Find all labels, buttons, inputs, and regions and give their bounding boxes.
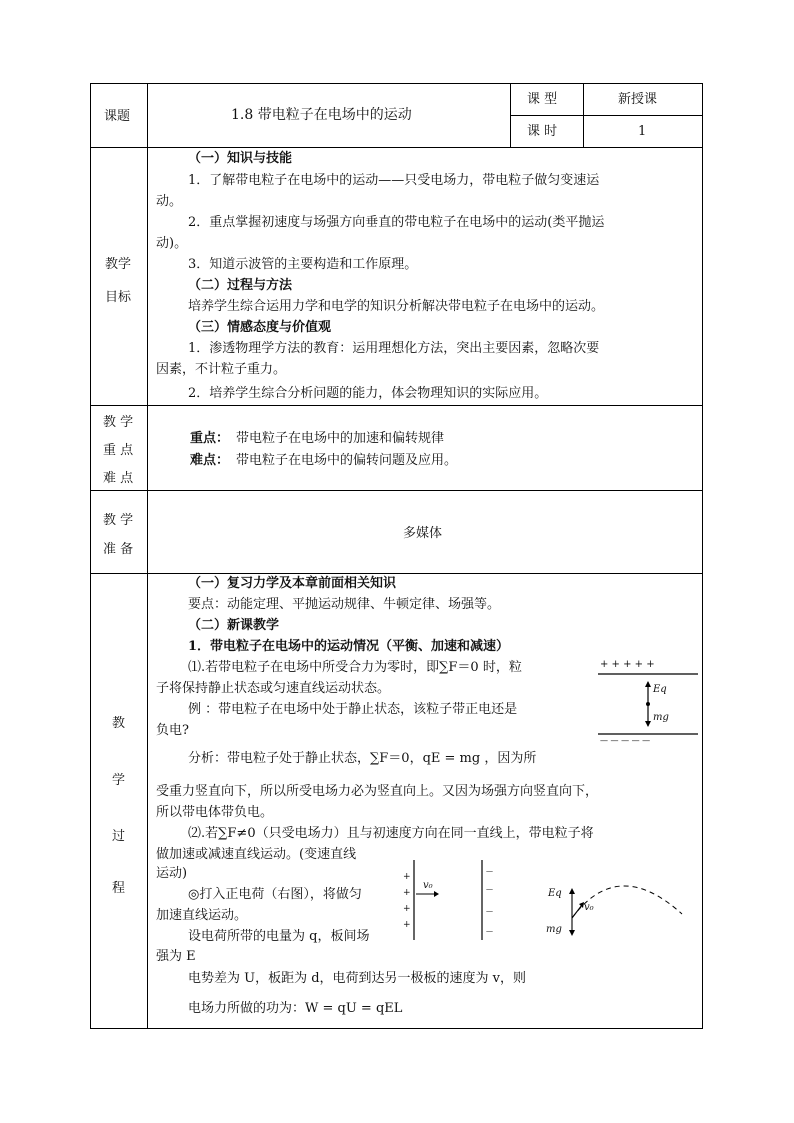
preparation-label-2: 准 备	[103, 542, 134, 557]
acceleration-diagram	[400, 858, 500, 942]
topic-label: 课题	[104, 109, 131, 124]
mg-arrow-head	[645, 721, 651, 727]
eq-force-arrow-head	[569, 888, 575, 894]
row-line-2	[90, 405, 703, 406]
keypoint-text: 带电粒子在电场中的加速和偏转规律	[236, 431, 445, 446]
process-para-6b: 做加速或减速直线运动。(变速直线	[156, 847, 357, 862]
process-para-2b: 子将保持静止状态或匀速直线运动状态。	[156, 681, 391, 696]
process-para-6c: 运动)	[156, 866, 188, 881]
class-hours-label: 课 时	[527, 124, 558, 139]
keypoints-label-1: 教 学	[103, 415, 134, 430]
objectives-label-1: 教学	[105, 257, 132, 272]
process-label-2: 学	[112, 773, 126, 788]
difficulty-text: 带电粒子在电场中的偏转问题及应用。	[236, 453, 458, 468]
objectives-line-1: 1．了解带电粒子在电场中的运动——只受电场力，带电粒子做匀变速运	[188, 173, 600, 188]
objectives-heading-2: （二）过程与方法	[188, 278, 293, 293]
particle-dot	[646, 702, 650, 706]
table-border-left	[90, 83, 91, 1029]
process-heading-1: （一）复习力学及本章前面相关知识	[188, 576, 397, 591]
velocity-arrow-head	[434, 891, 439, 897]
table-border-right	[702, 83, 703, 1029]
table-border-bottom	[90, 1028, 703, 1029]
preparation-label-1: 教 学	[103, 513, 134, 528]
table-border-top	[90, 83, 703, 84]
process-para-8: 设电荷所带的电量为 q，板间场	[188, 929, 370, 944]
v0-direction-line	[572, 905, 582, 918]
objectives-line-5b: 因素，不计粒子重力。	[156, 362, 287, 377]
objectives-line-2b: 动)。	[156, 236, 188, 251]
trajectory-diagram	[540, 872, 690, 942]
figure-trajectory	[540, 872, 690, 942]
preparation-value: 多媒体	[403, 526, 443, 541]
plus-sign-2: +	[403, 888, 411, 898]
plus-sign-3: +	[403, 904, 411, 914]
minus-sign-1: —	[486, 867, 493, 875]
process-para-4: 分析：带电粒子处于静止状态，∑F＝0，qE = mg ，因为所	[188, 751, 537, 766]
objectives-line-2: 2．重点掌握初速度与场强方向垂直的带电粒子在电场中的运动(类平抛运	[188, 215, 605, 230]
plus-sign-1: +	[403, 872, 411, 882]
eq-label: Eq	[653, 684, 667, 695]
plus-sign-4: +	[403, 920, 411, 930]
trajectory-v0-label: v₀	[584, 902, 594, 913]
process-para-8b: 强为 E	[156, 949, 196, 964]
trajectory-mg-label: mg	[546, 924, 562, 935]
figure-particle-equilibrium	[596, 660, 700, 744]
v0-label: v₀	[423, 880, 433, 891]
process-heading-2: （二）新课教学	[188, 618, 280, 633]
objectives-line-6: 2．培养学生综合分析问题的能力，体会物理知识的实际应用。	[188, 386, 548, 401]
difficulty-label: 难点：	[190, 453, 230, 468]
row-line-3	[90, 490, 703, 491]
process-para-3: 例 ：带电粒子在电场中处于静止状态，该粒子带正电还是	[188, 702, 518, 717]
mg-force-arrow-head	[569, 930, 575, 936]
eq-arrow-head	[645, 681, 651, 687]
process-para-1: 要点：动能定理、平抛运动规律、牛顿定律、场强等。	[188, 597, 501, 612]
keypoint-label: 重点：	[190, 431, 230, 446]
plate-positive-signs: + + + + +	[600, 659, 655, 670]
topic-title: 1.8 带电粒子在电场中的运动	[231, 107, 412, 123]
course-type-value: 新授课	[618, 92, 658, 107]
row-line-1	[90, 147, 703, 148]
minus-sign-3: —	[486, 907, 493, 915]
row-line-4	[90, 573, 703, 574]
objectives-line-4: 培养学生综合运用力学和电学的知识分析解决带电粒子在电场中的运动。	[188, 299, 605, 314]
course-type-label: 课 型	[527, 92, 558, 107]
equilibrium-diagram	[596, 660, 700, 744]
objectives-line-1b: 动。	[156, 194, 183, 209]
objectives-line-3: 3．知道示波管的主要构造和工作原理。	[188, 257, 418, 272]
objectives-label-2: 目标	[105, 290, 132, 305]
process-label-1: 教	[112, 716, 126, 731]
keypoints-label-2: 重 点	[103, 443, 134, 458]
header-mid-line	[510, 115, 703, 116]
process-label-3: 过	[112, 829, 126, 844]
process-para-6: ⑵.若∑F≠0（只受电场力）且与初速度方向在同一直线上，带电粒子将	[188, 826, 594, 841]
keypoints-label-3: 难 点	[103, 471, 134, 486]
process-heading-3: 1．带电粒子在电场中的运动情况（平衡、加速和减速）	[188, 639, 510, 654]
process-para-10: 电场力所做的功为：W = qU = qEL	[188, 1001, 403, 1016]
process-para-9: 电势差为 U，板距为 d，电荷到达另一极板的速度为 v，则	[188, 971, 527, 986]
figure-charge-acceleration	[400, 858, 500, 942]
objectives-heading-3: （三）情感态度与价值观	[188, 320, 332, 335]
class-hours-value: 1	[638, 124, 647, 139]
trajectory-eq-label: Eq	[548, 888, 562, 899]
process-para-3b: 负电?	[156, 723, 189, 738]
objectives-line-5: 1．渗透物理学方法的教育：运用理想化方法，突出主要因素，忽略次要	[188, 341, 600, 356]
plate-negative-signs: — — — — —	[600, 736, 651, 745]
process-para-2: ⑴.若带电粒子在电场中所受合力为零时，即∑F＝0 时，粒	[188, 660, 522, 675]
process-para-5: 受重力竖直向下，所以所受电场力必为竖直向上。又因为场强方向竖直向下，	[156, 784, 599, 799]
label-column-divider	[147, 83, 148, 1029]
process-para-7b: 加速直线运动。	[156, 908, 248, 923]
objectives-heading-1: （一）知识与技能	[188, 151, 293, 166]
process-para-7: ◎打入正电荷（右图），将做匀	[188, 887, 362, 902]
process-label-4: 程	[112, 881, 126, 896]
process-para-5b: 所以带电体带负电。	[156, 805, 274, 820]
minus-sign-2: —	[486, 885, 493, 893]
mg-label: mg	[653, 712, 669, 723]
minus-sign-4: —	[486, 927, 493, 935]
